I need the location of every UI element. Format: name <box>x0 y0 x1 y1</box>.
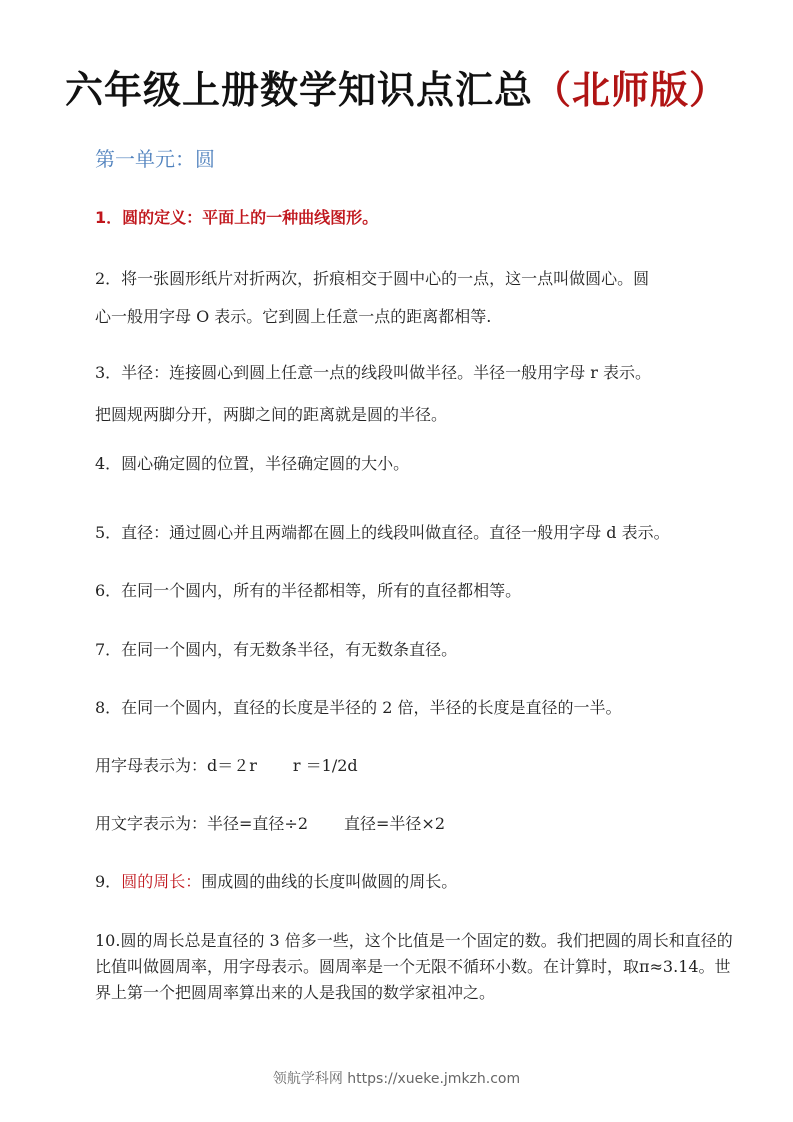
item-9-definition: 围成圆的曲线的长度叫做圆的周长。 <box>201 872 458 891</box>
item-4: 4．圆心确定圆的位置，半径确定圆的大小。 <box>95 454 410 473</box>
item-8: 8．在同一个圆内，直径的长度是半径的 2 倍，半径的长度是直径的一半。 <box>95 698 622 717</box>
item-3-line-2: 把圆规两脚分开，两脚之间的距离就是圆的半径。 <box>95 405 448 424</box>
item-3-line-1: 3．半径：连接圆心到圆上任意一点的线段叫做半径。半径一般用字母 r 表示。 <box>95 363 652 382</box>
item-1-definition: 1．圆的定义：平面上的一种曲线图形。 <box>95 208 379 227</box>
formula-words <box>95 809 745 839</box>
title-main: 六年级上册数学知识点汇总 <box>64 68 533 112</box>
footer-watermark: 领航学科网 https://xueke.jmkzh.com <box>272 1071 521 1087</box>
item-5: 5．直径：通过圆心并且两端都在圆上的线段叫做直径。直径一般用字母 d 表示。 <box>95 523 670 542</box>
formula-radius: r ＝1/2d <box>292 756 358 775</box>
item-9-number: 9． <box>95 872 122 891</box>
page-title <box>0 62 793 118</box>
formula-words-radius: 用文字表示为：半径=直径÷2 <box>95 814 308 833</box>
item-10: 10.圆的周长总是直径的 3 倍多一些，这个比值是一个固定的数。我们把圆的周长和直径的比值叫做圆周率，用字母表示。圆周率是一个无限不循环小数。在计算时，取π≈3.14。世界上第一个把圆周率算出来的人是我国的数学家祖冲之。 <box>95 931 733 1002</box>
formula-diameter: 用字母表示为：d＝２r <box>95 756 257 775</box>
title-edition: （北师版） <box>533 68 729 112</box>
item-2-line-2: 心一般用字母 O 表示。它到圆上任意一点的距离都相等. <box>95 307 492 326</box>
formula-words-diameter: 直径=半径×2 <box>344 814 445 833</box>
item-9 <box>95 867 745 897</box>
formula-letters <box>95 751 745 781</box>
item-9-term: 圆的周长： <box>121 872 202 891</box>
item-6: 6．在同一个圆内，所有的半径都相等，所有的直径都相等。 <box>95 581 522 600</box>
item-7: 7．在同一个圆内，有无数条半径，有无数条直径。 <box>95 640 458 659</box>
item-2-line-1: 2．将一张圆形纸片对折两次，折痕相交于圆中心的一点，这一点叫做圆心。圆 <box>95 269 650 288</box>
unit-heading: 第一单元：圆 <box>95 147 215 171</box>
